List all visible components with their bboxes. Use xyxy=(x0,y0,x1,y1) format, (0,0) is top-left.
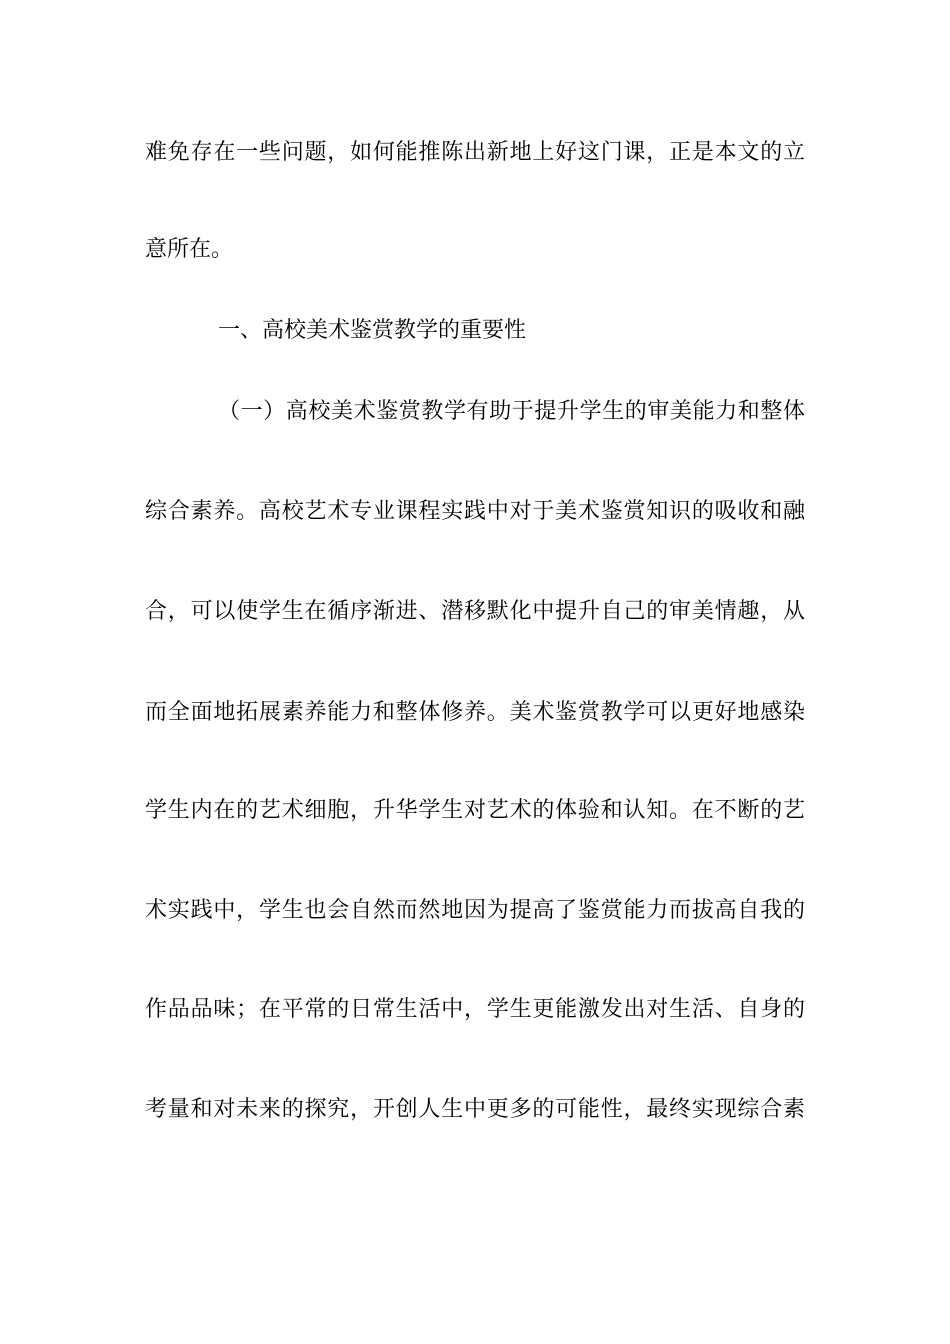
paragraph-line-7: 而全面地拓展素养能力和整体修养。美术鉴赏教学可以更好地感染 xyxy=(145,700,805,725)
paragraph-line-8: 学生内在的艺术细胞，升华学生对艺术的体验和认知。在不断的艺 xyxy=(145,798,805,823)
paragraph-line-11: 考量和对未来的探究，开创人生中更多的可能性，最终实现综合素 xyxy=(145,1097,805,1122)
paragraph-line-10: 作品品味；在平常的日常生活中，学生更能激发出对生活、自身的 xyxy=(145,997,805,1022)
paragraph-line-9: 术实践中，学生也会自然而然地因为提高了鉴赏能力而拔高自我的 xyxy=(145,898,805,923)
paragraph-line-1: 难免存在一些问题，如何能推陈出新地上好这门课，正是本文的立 xyxy=(145,140,805,165)
subsection-heading-line: （一）高校美术鉴赏教学有助于提升学生的审美能力和整体 xyxy=(218,399,805,424)
paragraph-line-6: 合，可以使学生在循序渐进、潜移默化中提升自己的审美情趣，从 xyxy=(145,599,805,624)
paragraph-line-2: 意所在。 xyxy=(145,237,234,262)
paragraph-line-5: 综合素养。高校艺术专业课程实践中对于美术鉴赏知识的吸收和融 xyxy=(145,499,805,524)
section-heading: 一、高校美术鉴赏教学的重要性 xyxy=(218,318,527,343)
